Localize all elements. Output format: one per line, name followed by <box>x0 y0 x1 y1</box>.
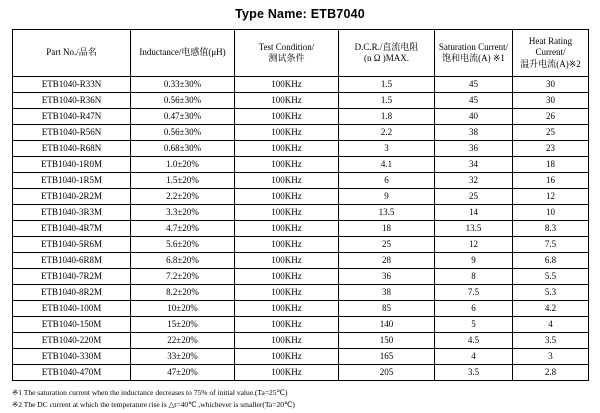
cell-saturation-current: 32 <box>435 173 513 189</box>
cell-saturation-current: 12 <box>435 237 513 253</box>
cell-part-no: ETB1040-4R7M <box>13 221 131 237</box>
cell-part-no: ETB1040-6R8M <box>13 253 131 269</box>
cell-heat-rating-current: 8.3 <box>513 221 589 237</box>
cell-heat-rating-current: 5.5 <box>513 269 589 285</box>
cell-dcr: 1.5 <box>339 77 435 93</box>
cell-test-condition: 100KHz <box>235 317 339 333</box>
specifications-table <box>12 29 589 381</box>
footnote-1: ※1 The saturation current when the inductance decreases to 75% of initial value.(Ta=25℃) <box>12 388 288 397</box>
cell-saturation-current: 6 <box>435 301 513 317</box>
cell-heat-rating-current: 4.2 <box>513 301 589 317</box>
cell-heat-rating-current: 10 <box>513 205 589 221</box>
cell-saturation-current: 5 <box>435 317 513 333</box>
cell-inductance: 33±20% <box>131 349 235 365</box>
cell-saturation-current: 34 <box>435 157 513 173</box>
cell-saturation-current: 4 <box>435 349 513 365</box>
cell-inductance: 10±20% <box>131 301 235 317</box>
cell-heat-rating-current: 16 <box>513 173 589 189</box>
cell-test-condition: 100KHz <box>235 333 339 349</box>
cell-dcr: 150 <box>339 333 435 349</box>
column-header-test-condition-line-2: 测试条件 <box>268 53 305 63</box>
cell-part-no: ETB1040-1R5M <box>13 173 131 189</box>
column-header-test-condition-line-1: Test Condition/ <box>258 41 315 52</box>
cell-test-condition: 100KHz <box>235 141 339 157</box>
table-row <box>13 205 589 221</box>
column-header-heat-rating-current-line-3: 温升电流(A)※2 <box>520 58 581 69</box>
column-header-test-condition <box>235 30 339 77</box>
cell-dcr: 2.2 <box>339 125 435 141</box>
cell-part-no: ETB1040-R68N <box>13 141 131 157</box>
table-row <box>13 77 589 93</box>
cell-dcr: 18 <box>339 221 435 237</box>
cell-inductance: 8.2±20% <box>131 285 235 301</box>
cell-dcr: 85 <box>339 301 435 317</box>
cell-inductance: 0.47±30% <box>131 109 235 125</box>
cell-test-condition: 100KHz <box>235 285 339 301</box>
cell-dcr: 165 <box>339 349 435 365</box>
cell-dcr: 1.5 <box>339 93 435 109</box>
cell-part-no: ETB1040-7R2M <box>13 269 131 285</box>
cell-saturation-current: 36 <box>435 141 513 157</box>
cell-dcr: 28 <box>339 253 435 269</box>
column-header-dcr-line-1: D.C.R./直流电阻 <box>354 41 419 52</box>
cell-inductance: 15±20% <box>131 317 235 333</box>
cell-inductance: 2.2±20% <box>131 189 235 205</box>
cell-test-condition: 100KHz <box>235 173 339 189</box>
footnotes <box>12 387 588 410</box>
table-row <box>13 157 589 173</box>
cell-test-condition: 100KHz <box>235 109 339 125</box>
table-row <box>13 253 589 269</box>
cell-test-condition: 100KHz <box>235 189 339 205</box>
cell-heat-rating-current: 23 <box>513 141 589 157</box>
cell-heat-rating-current: 2.8 <box>513 365 589 381</box>
cell-dcr: 1.8 <box>339 109 435 125</box>
cell-test-condition: 100KHz <box>235 253 339 269</box>
cell-inductance: 0.56±30% <box>131 93 235 109</box>
cell-dcr: 38 <box>339 285 435 301</box>
column-header-part-no-line-1: Part No./品名 <box>46 47 97 58</box>
cell-part-no: ETB1040-330M <box>13 349 131 365</box>
cell-test-condition: 100KHz <box>235 205 339 221</box>
cell-part-no: ETB1040-R33N <box>13 77 131 93</box>
datasheet-page <box>0 7 600 413</box>
cell-inductance: 0.56±30% <box>131 125 235 141</box>
table-row <box>13 285 589 301</box>
cell-saturation-current: 40 <box>435 109 513 125</box>
cell-inductance: 6.8±20% <box>131 253 235 269</box>
column-header-inductance-line-1: Inductance/电感值(μH) <box>139 47 226 58</box>
table-row <box>13 173 589 189</box>
cell-part-no: ETB1040-R56N <box>13 125 131 141</box>
cell-test-condition: 100KHz <box>235 269 339 285</box>
cell-test-condition: 100KHz <box>235 301 339 317</box>
cell-test-condition: 100KHz <box>235 77 339 93</box>
column-header-inductance <box>131 30 235 77</box>
cell-inductance: 47±20% <box>131 365 235 381</box>
cell-dcr: 13.5 <box>339 205 435 221</box>
cell-dcr: 25 <box>339 237 435 253</box>
cell-part-no: ETB1040-470M <box>13 365 131 381</box>
table-header-row <box>13 30 589 77</box>
cell-heat-rating-current: 6.8 <box>513 253 589 269</box>
cell-test-condition: 100KHz <box>235 237 339 253</box>
cell-part-no: ETB1040-220M <box>13 333 131 349</box>
cell-part-no: ETB1040-100M <box>13 301 131 317</box>
table-row <box>13 333 589 349</box>
column-header-heat-rating-current <box>513 30 589 77</box>
cell-saturation-current: 8 <box>435 269 513 285</box>
cell-test-condition: 100KHz <box>235 221 339 237</box>
cell-inductance: 0.33±30% <box>131 77 235 93</box>
cell-saturation-current: 45 <box>435 77 513 93</box>
cell-test-condition: 100KHz <box>235 157 339 173</box>
table-row <box>13 301 589 317</box>
table-row <box>13 317 589 333</box>
table-row <box>13 189 589 205</box>
cell-test-condition: 100KHz <box>235 349 339 365</box>
table-row <box>13 109 589 125</box>
cell-saturation-current: 45 <box>435 93 513 109</box>
table-row <box>13 221 589 237</box>
cell-part-no: ETB1040-8R2M <box>13 285 131 301</box>
table-row <box>13 269 589 285</box>
cell-saturation-current: 3.5 <box>435 365 513 381</box>
cell-saturation-current: 9 <box>435 253 513 269</box>
cell-saturation-current: 4.5 <box>435 333 513 349</box>
cell-part-no: ETB1040-R47N <box>13 109 131 125</box>
cell-heat-rating-current: 3 <box>513 349 589 365</box>
cell-part-no: ETB1040-1R0M <box>13 157 131 173</box>
table-row <box>13 237 589 253</box>
cell-part-no: ETB1040-150M <box>13 317 131 333</box>
cell-dcr: 4.1 <box>339 157 435 173</box>
cell-dcr: 205 <box>339 365 435 381</box>
cell-inductance: 0.68±30% <box>131 141 235 157</box>
cell-dcr: 36 <box>339 269 435 285</box>
cell-dcr: 6 <box>339 173 435 189</box>
column-header-saturation-current-line-1: Saturation Current/ <box>438 41 509 52</box>
cell-test-condition: 100KHz <box>235 93 339 109</box>
column-header-heat-rating-current-line-1: Heat Rating <box>528 36 573 47</box>
cell-heat-rating-current: 30 <box>513 93 589 109</box>
column-header-dcr-line-2: (n Ω )MAX. <box>364 53 409 63</box>
cell-part-no: ETB1040-5R6M <box>13 237 131 253</box>
column-header-dcr <box>339 30 435 77</box>
column-header-part-no <box>13 30 131 77</box>
column-header-saturation-current-line-2: 饱和电流(A) ※1 <box>442 53 505 63</box>
table-row <box>13 349 589 365</box>
cell-test-condition: 100KHz <box>235 365 339 381</box>
cell-saturation-current: 25 <box>435 189 513 205</box>
cell-part-no: ETB1040-R36N <box>13 93 131 109</box>
footnote-2: ※2 The DC current at which the temperature rise is △t=40℃ ,whichever is smaller(Ta=20℃) <box>12 399 295 409</box>
table-row <box>13 141 589 157</box>
cell-inductance: 22±20% <box>131 333 235 349</box>
cell-inductance: 1.5±20% <box>131 173 235 189</box>
table-row <box>13 93 589 109</box>
table-row <box>13 365 589 381</box>
page-title: Type Name: ETB7040 <box>235 7 365 21</box>
cell-test-condition: 100KHz <box>235 125 339 141</box>
cell-inductance: 1.0±20% <box>131 157 235 173</box>
cell-heat-rating-current: 4 <box>513 317 589 333</box>
cell-inductance: 7.2±20% <box>131 269 235 285</box>
cell-heat-rating-current: 26 <box>513 109 589 125</box>
table-row <box>13 125 589 141</box>
cell-heat-rating-current: 12 <box>513 189 589 205</box>
cell-heat-rating-current: 5.3 <box>513 285 589 301</box>
cell-heat-rating-current: 30 <box>513 77 589 93</box>
table-body <box>13 77 589 381</box>
cell-saturation-current: 38 <box>435 125 513 141</box>
cell-part-no: ETB1040-3R3M <box>13 205 131 221</box>
cell-heat-rating-current: 25 <box>513 125 589 141</box>
cell-saturation-current: 14 <box>435 205 513 221</box>
cell-part-no: ETB1040-2R2M <box>13 189 131 205</box>
cell-inductance: 4.7±20% <box>131 221 235 237</box>
column-header-heat-rating-current-line-2: Current/ <box>535 47 566 58</box>
column-header-saturation-current <box>435 30 513 77</box>
cell-dcr: 140 <box>339 317 435 333</box>
cell-saturation-current: 13.5 <box>435 221 513 237</box>
cell-heat-rating-current: 18 <box>513 157 589 173</box>
cell-heat-rating-current: 3.5 <box>513 333 589 349</box>
cell-saturation-current: 7.5 <box>435 285 513 301</box>
cell-heat-rating-current: 7.5 <box>513 237 589 253</box>
table-header <box>13 30 589 77</box>
cell-dcr: 3 <box>339 141 435 157</box>
cell-inductance: 3.3±20% <box>131 205 235 221</box>
cell-dcr: 9 <box>339 189 435 205</box>
cell-inductance: 5.6±20% <box>131 237 235 253</box>
